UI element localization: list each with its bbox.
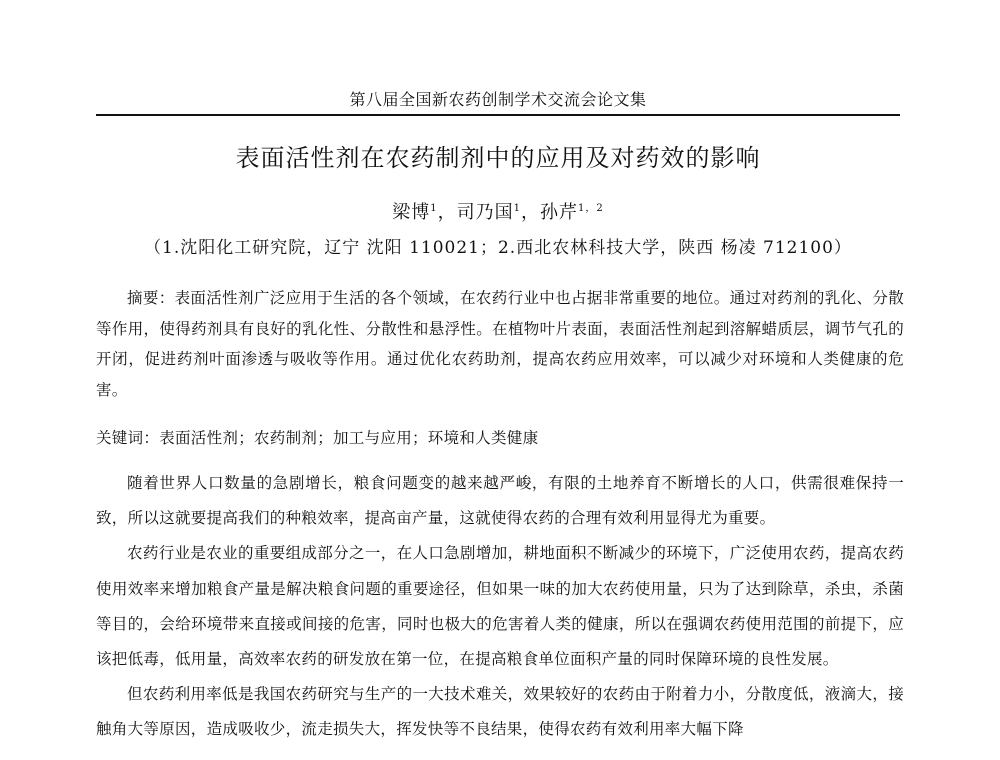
author-name: 孙芹 <box>540 202 578 223</box>
body-paragraph: 农药行业是农业的重要组成部分之一，在人口急剧增加，耕地面积不断减少的环境下，广泛使用农药，提高农药使用效率来增加粮食产量是解决粮食问题的重要途径，但如果一味的加大农药使用量，只为了达到除草，杀虫，杀菌等目的，会给环境带来直接或间接的危害，同时也极大的危害着人类的健康，所以在强调农药使用范围的前提下，应该把低毒，低用量，高效率农药的研发放在第一位，在提高粮食单位面积产量的同时保障环境的良性发展。 <box>96 544 904 669</box>
author-affiliation-mark: 1 <box>430 203 438 214</box>
body-paragraph: 随着世界人口数量的急剧增长，粮食问题变的越来越严峻，有限的土地养育不断增长的人口，供需很难保持一致，所以这就要提高我们的种粮效率，提高亩产量，这就使得农药的合理有效利用显得尤为重要。 <box>96 474 904 528</box>
header-rule <box>96 114 900 116</box>
body-text <box>96 466 904 748</box>
keywords <box>96 425 904 451</box>
author-name: 司乃国 <box>456 202 514 223</box>
running-header: 第八届全国新农药创制学术交流会论文集 <box>349 90 647 109</box>
keywords-label: 关键词： <box>96 429 160 447</box>
author-affiliation-mark: 1 <box>513 203 521 214</box>
author-list <box>96 200 900 226</box>
author-separator: ， <box>437 202 457 223</box>
abstract <box>96 283 904 405</box>
author-name: 梁博 <box>392 202 431 223</box>
body-paragraph: 但农药利用率低是我国农药研究与生产的一大技术难关，效果较好的农药由于附着力小，分散度低，液滴大，接触角大等原因，造成吸收少，流走损失大，挥发快等不良结果，使得农药有效利用率大幅下降 <box>96 685 904 739</box>
paper-title: 表面活性剂在农药制剂中的应用及对药效的影响 <box>235 144 761 172</box>
affiliation: （1.沈阳化工研究院，辽宁 沈阳 110021；2.西北农林科技大学，陕西 杨凌 712100） <box>144 238 852 258</box>
author-affiliation-mark: 1，2 <box>578 203 604 214</box>
abstract-text: 表面活性剂广泛应用于生活的各个领域，在农药行业中也占据非常重要的地位。通过对药剂的乳化、分散等作用，使得药剂具有良好的乳化性、分散性和悬浮性。在植物叶片表面，表面活性剂起到溶解蜡质层，调节气孔的开闭，促进药剂叶面渗透与吸收等作用。通过优化农药助剂，提高农药应用效率，可以减少对环境和人类健康的危害。 <box>96 289 904 399</box>
author-separator: ， <box>521 202 540 223</box>
keywords-text: 表面活性剂；农药制剂；加工与应用；环境和人类健康 <box>159 429 539 447</box>
abstract-label: 摘要： <box>127 289 175 307</box>
